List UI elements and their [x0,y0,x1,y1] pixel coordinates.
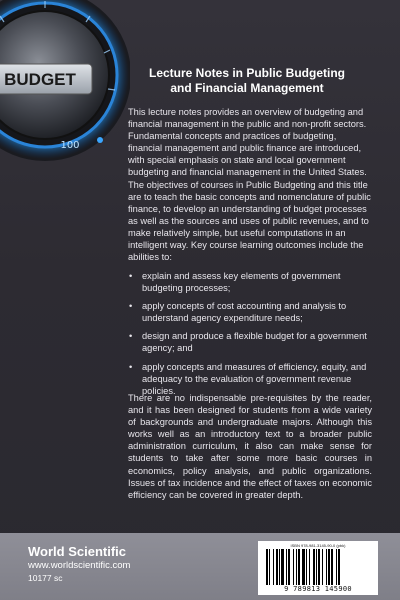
closing-paragraph: There are no indispensable pre-requisites by the reader, and it has been designed for students from a wide variety of backgrounds and undergraduate majors. Although this works well as an introductory text to a broader public administration curriculum, it also can make sense for students to take after some more basic courses in economics, policy analysis, and public organizations. Issues of tax incidence and the effect of taxes on economic efficiency can be covered in greater depth. [128,393,372,500]
list-item [128,330,372,354]
book-title-line-1: Lecture Notes in Public Budgeting [148,66,345,80]
budget-dial-image [0,0,130,170]
bullet-icon: • [129,361,133,372]
outcome-text: apply concepts and measures of efficiency, equity, and adequacy to the evaluation of government revenue policies. [142,361,367,396]
learning-outcomes-list [128,270,372,403]
book-title-line-2: and Financial Management [170,81,324,95]
isbn-barcode [258,541,378,595]
dial-label: BUDGET [4,70,76,89]
list-item [128,300,372,324]
isbn-text: ISBN 978-981-3145-90-0 (pbk) [290,543,346,548]
bullet-icon: • [129,301,133,312]
catalog-number: 10177 sc [28,573,63,583]
list-item [128,270,372,294]
outcome-text: apply concepts of cost accounting and analysis to understand agency expenditure needs; [142,301,347,324]
publisher-name: World Scientific [28,544,126,559]
barcode-bars-icon [266,549,370,585]
dial-number: 100 [60,140,80,151]
bullet-icon: • [129,271,133,281]
barcode-digits: 9 789813 145900 [284,585,352,593]
book-title [122,66,372,96]
bullet-icon: • [129,331,133,342]
intro-paragraph: This lecture notes provides an overview of budgeting and financial management in the public and non-profit sectors. Fundamental concepts and practices of budgeting, financial management and public finance are introduced, with special emphasis on state and local government budgeting and financial management in the United States. The objectives of courses in Public Budgeting and this title are to teach the basic concepts and nomenclature of public finance, to develop an understanding of budget processes as well as the sources and uses of public revenues, and to make relatively simple, but useful computations in an intelligent way. Key course learning outcomes include the abilities to: [128,107,371,263]
outcome-text: design and produce a flexible budget for a government agency; and [142,331,367,354]
publisher-website: www.worldscientific.com [28,560,131,571]
outcome-text: explain and assess key elements of government budgeting processes; [142,271,341,294]
